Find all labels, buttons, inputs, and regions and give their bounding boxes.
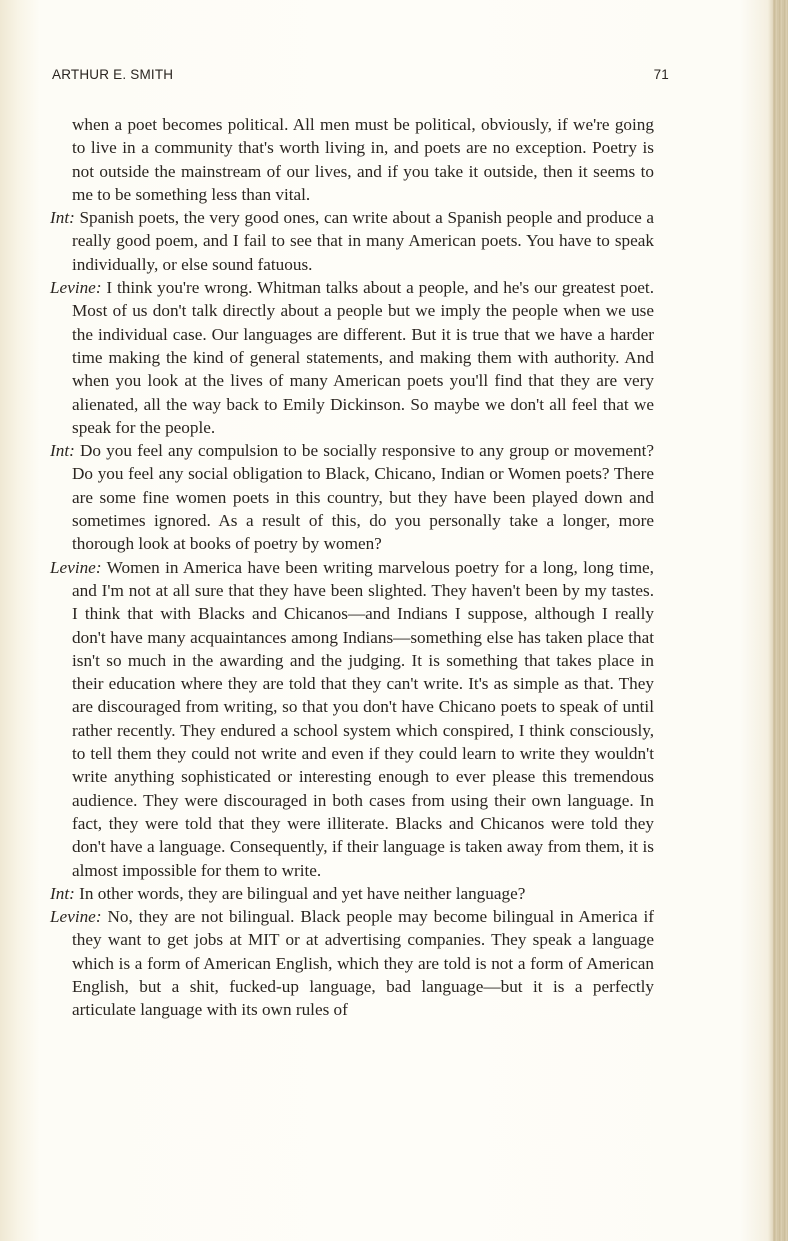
speaker-label: Int: xyxy=(50,441,75,461)
interview-text xyxy=(50,113,654,1022)
interviewer-question xyxy=(50,206,654,276)
page-header xyxy=(52,67,669,82)
paragraph-text: No, they are not bilingual. Black people may become bilingual in America if they want to get jobs at MIT or at advertising companies. They speak a language which is a form of American English, which they are told is not a form of American English, but a shit, fucked-up language, bad language—but it is a perfectly articulate language with its own rules of xyxy=(72,907,654,1020)
speaker-label: Levine: xyxy=(50,907,102,927)
speaker-label: Levine: xyxy=(50,278,102,298)
levine-answer xyxy=(50,276,654,439)
paragraph-text: Do you feel any compulsion to be socially responsive to any group or movement? Do you feel any social obligation to Black, Chicano, Indian or Women poets? There are some fine women poets in this country, but they have been played down and sometimes ignored. As a result of this, do you personally take a longer, more thorough look at books of poetry by women? xyxy=(72,441,655,554)
paragraph-text: when a poet becomes political. All men must be political, obviously, if we're going to live in a community that's worth living in, and poets are no exception. Poetry is not outside the mainstream of our lives, and if you take it outside, then it seems to me to be something less than vital. xyxy=(72,115,654,204)
page-edge-stack xyxy=(773,0,788,1241)
interviewer-question xyxy=(50,439,654,555)
interviewer-question xyxy=(50,882,654,905)
speaker-label: Int: xyxy=(50,208,75,228)
paragraph-text: Spanish poets, the very good ones, can write about a Spanish people and produce a really good poem, and I fail to see that in many American poets. You have to speak individually, or else sound fatuous. xyxy=(72,208,654,274)
paragraph-text: Women in America have been writing marvelous poetry for a long, long time, and I'm not at all sure that they have been slighted. They haven't been by my tastes. I think that with Blacks and Chicanos—and Indians I suppose, although I really don't have many acquaintances among Indians—something else has taken place that isn't so much in the awarding and the judging. It is something that takes place in their education where they are told that they can't write. It's as simple as that. They are discouraged from writing, so that you don't have Chicano poets to speak of until rather recently. They endured a school system which conspired, I think consciously, to tell them they could not write and even if they could learn to write they wouldn't write anything sophisticated or interesting enough to ever please this tremendous audience. They were discouraged in both cases from using their own language. In fact, they were told that they were illiterate. Blacks and Chicanos were told they don't have a language. Consequently, if their language is taken away from them, it is almost impossible for them to write. xyxy=(72,557,654,880)
levine-answer xyxy=(50,556,654,882)
paragraph-text: I think you're wrong. Whitman talks about a people, and he's our greatest poet. Most of us don't talk directly about a people but we imply the people when we use the individual case. Our languages are different. But it is true that we have a harder time making the kind of general statements, and making them with authority. And when you look at the lives of many American poets you'll find that they are very alienated, all the way back to Emily Dickinson. So maybe we don't all feel that we speak for the people. xyxy=(72,278,655,437)
paragraph-continuation xyxy=(50,113,654,206)
levine-answer xyxy=(50,905,654,1021)
paragraph-text: In other words, they are bilingual and yet have neither language? xyxy=(79,883,526,903)
speaker-label: Int: xyxy=(50,883,75,903)
speaker-label: Levine: xyxy=(50,557,102,577)
page-number: 71 xyxy=(653,67,669,82)
running-head: ARTHUR E. SMITH xyxy=(52,67,174,82)
